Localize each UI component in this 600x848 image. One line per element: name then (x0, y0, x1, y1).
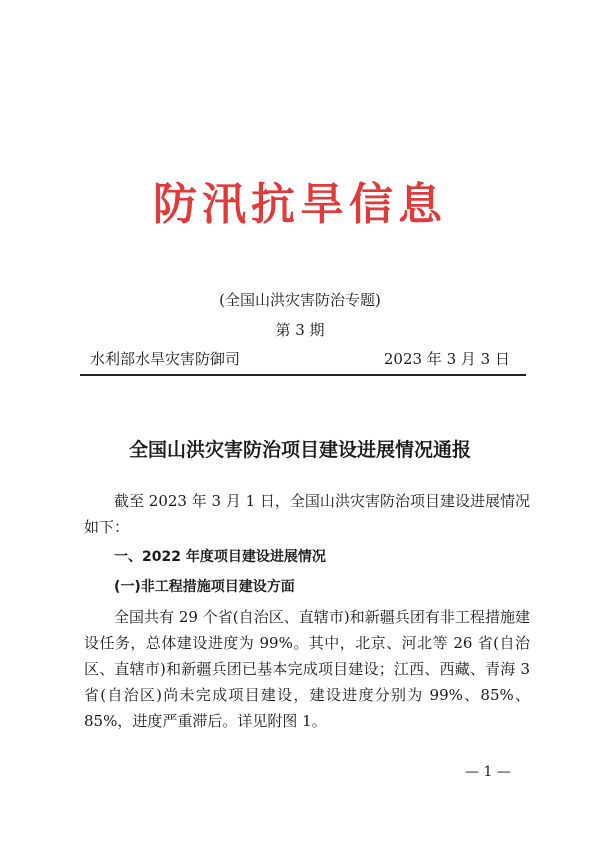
subsection-heading: (一)非工程措施项目建设方面 (114, 579, 295, 595)
section-heading: 一、2022 年度项目建设进展情况 (114, 549, 326, 565)
masthead-title: 防汛抗旱信息 (153, 179, 447, 230)
issuer-date-row (90, 349, 510, 369)
document-title: 全国山洪灾害防治项目建设进展情况通报 (128, 439, 471, 461)
special-topic-subtitle: (全国山洪灾害防治专题) (219, 291, 381, 309)
body-paragraph: 全国共有 29 个省(自治区、直辖市)和新疆兵团有非工程措施建设任务，总体建设进度为 99%。其中，北京、河北等 26 省(自治区、直辖市)和新疆兵团已基本完成项目建设；江西、西藏、青海 3 省(自治区)尚未完成项目建设，建设进度分别为 99%、85%、85%，进度严重滞后。详见附图 1。 (84, 608, 530, 730)
header-divider (80, 374, 526, 376)
issuer-name: 水利部水旱灾害防御司 (90, 350, 241, 368)
issue-date: 2023 年 3 月 3 日 (383, 350, 510, 368)
page-number: — 1 — (465, 764, 511, 780)
intro-paragraph: 截至 2023 年 3 月 1 日，全国山洪灾害防治项目建设进展情况如下： (84, 492, 530, 536)
issue-number: 第 3 期 (275, 321, 325, 339)
